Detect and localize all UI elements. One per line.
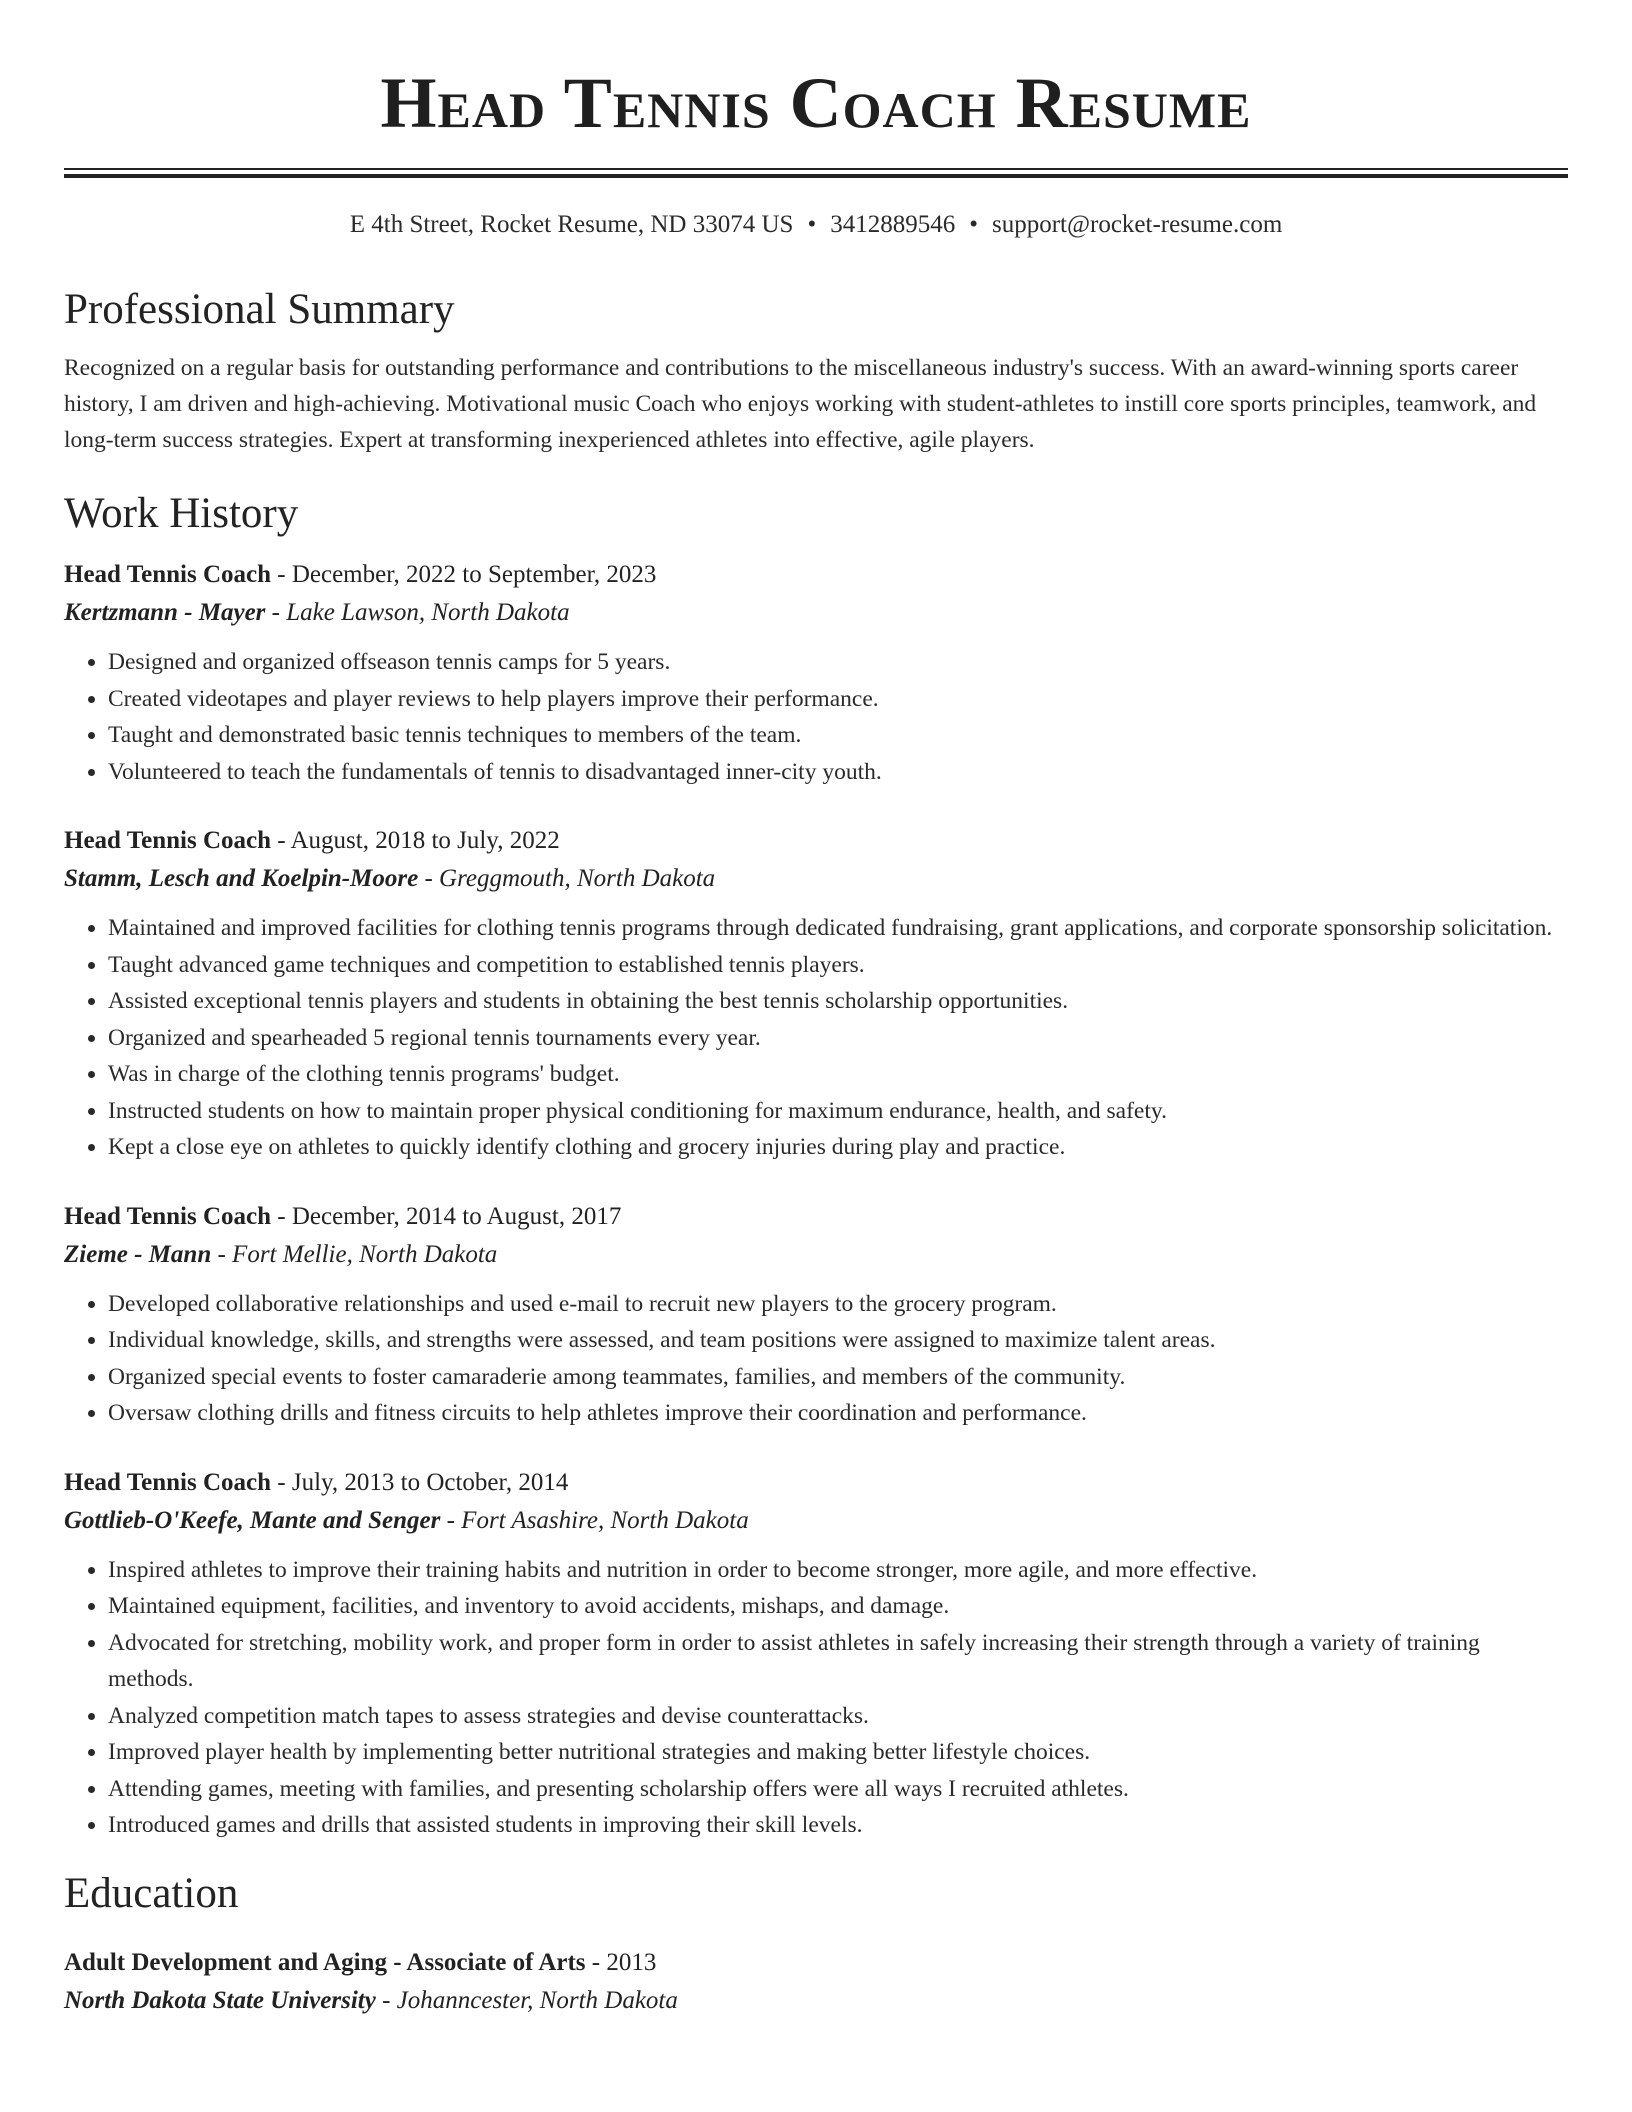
job-employer-line	[64, 1236, 1568, 1274]
education-year: - 2013	[585, 1948, 657, 1976]
job-dates: - August, 2018 to July, 2022	[271, 827, 560, 854]
list-item: • Taught and demonstrated basic tennis techniques to members of the team.	[108, 717, 1568, 754]
job-employer-line	[64, 1502, 1568, 1540]
contact-line	[64, 208, 1568, 242]
job-employer-line	[64, 594, 1568, 632]
contact-separator: •	[969, 211, 978, 238]
job-employer: Gottlieb-O'Keefe, Mante and Senger	[64, 1506, 441, 1534]
list-item: • Developed collaborative relationships and used e-mail to recruit new players to the grocery program.	[108, 1286, 1568, 1323]
job-entry	[64, 1464, 1568, 1844]
summary-text: Recognized on a regular basis for outstanding performance and contributions to the miscellaneous industry's success. With an award-winning sports career history, I am driven and high-achieving. Motivational music Coach who enjoys working with student-athletes to instill core sports principles, teamwork, and long-term success strategies. Expert at transforming inexperienced athletes into effective, agile players.	[64, 355, 1537, 453]
job-location: - Lake Lawson, North Dakota	[265, 599, 570, 626]
job-employer: Stamm, Lesch and Koelpin-Moore	[64, 865, 419, 892]
job-header	[64, 1198, 1568, 1236]
list-item: • Organized and spearheaded 5 regional tennis tournaments every year.	[108, 1020, 1568, 1057]
job-bullets	[64, 1286, 1568, 1432]
job-employer-line	[64, 860, 1568, 898]
education-school-line	[64, 1982, 1568, 2020]
list-item: • Organized special events to foster camaraderie among teammates, families, and members of the community.	[108, 1359, 1568, 1396]
education-degree-line	[64, 1944, 1568, 1982]
list-item: • Instructed students on how to maintain proper physical conditioning for maximum endurance, health, and safety.	[108, 1093, 1568, 1130]
education-heading: Education	[64, 1869, 239, 1917]
job-employer: Zieme - Mann	[64, 1240, 212, 1268]
job-header	[64, 556, 1568, 594]
list-item: • Created videotapes and player reviews to help players improve their performance.	[108, 681, 1568, 718]
job-location: - Greggmouth, North Dakota	[418, 865, 716, 892]
list-item: • Maintained and improved facilities for clothing tennis programs through dedicated fundraising, grant applications, and corporate sponsorship solicitation.	[108, 910, 1568, 947]
job-dates: - July, 2013 to October, 2014	[271, 1468, 569, 1496]
job-bullets	[64, 644, 1568, 790]
job-employer: Kertzmann - Mayer	[64, 599, 266, 626]
list-item: • Analyzed competition match tapes to assess strategies and devise counterattacks.	[108, 1698, 1568, 1735]
list-item: • Assisted exceptional tennis players and students in obtaining the best tennis scholarship opportunities.	[108, 983, 1568, 1020]
job-location: - Fort Mellie, North Dakota	[211, 1240, 498, 1268]
list-item: • Attending games, meeting with families, and presenting scholarship offers were all ways I recruited athletes.	[108, 1771, 1568, 1808]
list-item: • Maintained equipment, facilities, and inventory to avoid accidents, mishaps, and damage.	[108, 1588, 1568, 1625]
contact-email: support@rocket-resume.com	[991, 211, 1283, 238]
job-dates: - December, 2022 to September, 2023	[271, 561, 657, 588]
work-history-heading: Work History	[64, 490, 299, 537]
list-item: • Advocated for stretching, mobility work, and proper form in order to assist athletes in safely increasing their strength through a variety of training methods.	[108, 1625, 1568, 1698]
title-divider	[64, 168, 1568, 178]
job-bullets	[64, 910, 1568, 1166]
job-header	[64, 822, 1568, 860]
list-item: • Inspired athletes to improve their training habits and nutrition in order to become stronger, more agile, and more effective.	[108, 1552, 1568, 1589]
contact-address: E 4th Street, Rocket Resume, ND 33074 US	[349, 211, 794, 238]
job-header	[64, 1464, 1568, 1502]
list-item: • Oversaw clothing drills and fitness circuits to help athletes improve their coordination and performance.	[108, 1395, 1568, 1432]
job-entry	[64, 556, 1568, 790]
education-school: North Dakota State University	[64, 1986, 376, 2014]
list-item: • Kept a close eye on athletes to quickly identify clothing and grocery injuries during play and practice.	[108, 1129, 1568, 1166]
job-location: - Fort Asashire, North Dakota	[440, 1506, 749, 1534]
education-location: - Johanncester, North Dakota	[375, 1986, 678, 2014]
job-dates: - December, 2014 to August, 2017	[271, 1202, 622, 1230]
list-item: • Volunteered to teach the fundamentals of tennis to disadvantaged inner-city youth.	[108, 754, 1568, 791]
job-title: Head Tennis Coach	[64, 1468, 272, 1496]
resume-title: Head Tennis Coach Resume	[380, 63, 1252, 143]
contact-separator: •	[807, 211, 817, 238]
education-degree: Adult Development and Aging - Associate of Arts	[64, 1948, 586, 1976]
job-bullets	[64, 1552, 1568, 1844]
list-item: • Individual knowledge, skills, and strengths were assessed, and team positions were assigned to maximize talent areas.	[108, 1322, 1568, 1359]
job-title: Head Tennis Coach	[64, 827, 272, 854]
summary-heading: Professional Summary	[64, 286, 455, 333]
list-item: • Taught advanced game techniques and competition to established tennis players.	[108, 947, 1568, 984]
job-entry	[64, 1198, 1568, 1432]
list-item: • Designed and organized offseason tennis camps for 5 years.	[108, 644, 1568, 681]
job-title: Head Tennis Coach	[64, 1202, 272, 1230]
list-item: • Was in charge of the clothing tennis programs' budget.	[108, 1056, 1568, 1093]
job-entry	[64, 822, 1568, 1166]
education-entry	[64, 1944, 1568, 2020]
job-title: Head Tennis Coach	[64, 561, 272, 588]
list-item: • Introduced games and drills that assisted students in improving their skill levels.	[108, 1807, 1568, 1844]
contact-phone: 3412889546	[830, 211, 956, 238]
list-item: • Improved player health by implementing better nutritional strategies and making better lifestyle choices.	[108, 1734, 1568, 1771]
